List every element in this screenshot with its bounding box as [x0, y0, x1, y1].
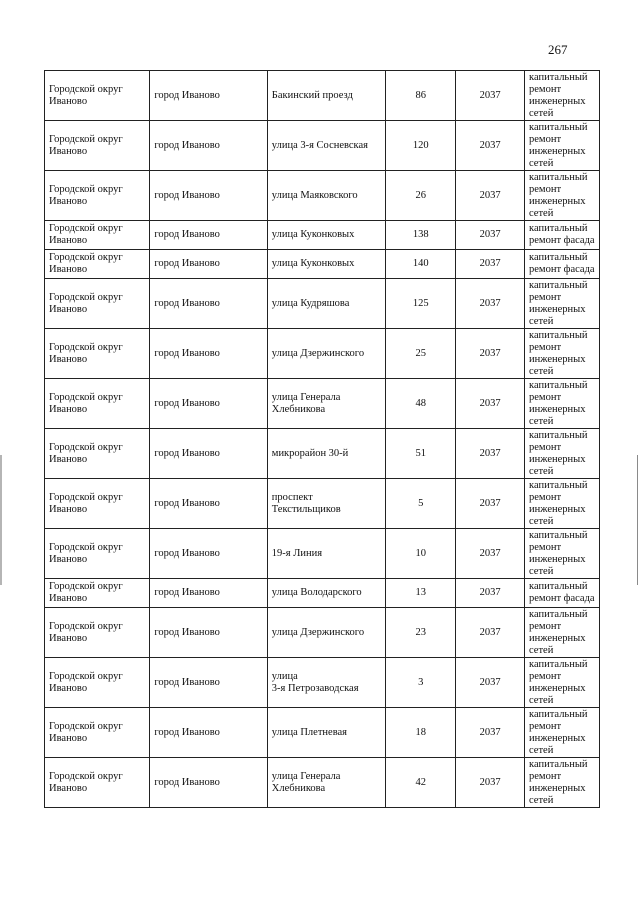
- house-number-text: 25: [415, 347, 426, 359]
- work-type-text: капитальный ремонт инженерных сетей: [529, 708, 588, 756]
- district-cell: [45, 279, 150, 329]
- district-text: Городской округ Иваново: [49, 223, 123, 246]
- year-cell: [456, 121, 525, 171]
- house-number-cell: [386, 579, 456, 608]
- district-text: Городской округ Иваново: [49, 620, 123, 644]
- district-text: Городской округ Иваново: [49, 83, 123, 107]
- street-text: Бакинский проезд: [271, 89, 353, 101]
- work-type-text: капитальный ремонт инженерных сетей: [529, 379, 588, 427]
- table-row: [45, 221, 600, 250]
- street-cell: [267, 479, 385, 529]
- street-text: улица Дзержинского: [271, 626, 365, 638]
- street-text: улица 3-я Петрозаводская: [271, 670, 359, 694]
- table-row: [45, 758, 600, 808]
- district-text: Городской округ Иваново: [49, 491, 123, 515]
- work-type-text: капитальный ремонт фасада: [529, 581, 595, 604]
- city-cell: [150, 658, 267, 708]
- district-text: Городской округ Иваново: [49, 391, 123, 415]
- street-text: улица 3-я Сосневская: [271, 139, 368, 151]
- house-number-text: 138: [412, 229, 429, 240]
- city-text: город Иваново: [154, 776, 220, 788]
- district-cell: [45, 221, 150, 250]
- district-text: Городской округ Иваново: [49, 252, 123, 275]
- year-cell: [456, 658, 525, 708]
- year-cell: [456, 579, 525, 608]
- district-cell: [45, 429, 150, 479]
- house-number-cell: [386, 221, 456, 250]
- table-body: [45, 71, 600, 808]
- year-cell: [456, 329, 525, 379]
- house-number-text: 42: [415, 776, 426, 788]
- house-number-cell: [386, 758, 456, 808]
- work-type-text: капитальный ремонт фасада: [529, 252, 595, 275]
- street-cell: [267, 71, 385, 121]
- table-row: [45, 71, 600, 121]
- street-text: улица Куконковых: [271, 258, 355, 269]
- table-row: [45, 279, 600, 329]
- district-cell: [45, 658, 150, 708]
- street-text: микрорайон 30-й: [271, 447, 349, 459]
- city-text: город Иваново: [154, 726, 220, 738]
- city-text: город Иваново: [154, 347, 220, 359]
- district-cell: [45, 529, 150, 579]
- house-number-text: 18: [415, 726, 426, 738]
- house-number-text: 10: [415, 547, 426, 559]
- table-row: [45, 479, 600, 529]
- district-cell: [45, 758, 150, 808]
- year-text: 2037: [479, 229, 501, 240]
- table-row: [45, 429, 600, 479]
- street-cell: [267, 279, 385, 329]
- year-cell: [456, 379, 525, 429]
- work-type-cell: [525, 329, 600, 379]
- table-row: [45, 579, 600, 608]
- house-number-text: 125: [412, 297, 429, 309]
- year-text: 2037: [479, 776, 501, 788]
- work-type-text: капитальный ремонт инженерных сетей: [529, 279, 588, 327]
- house-number-text: 140: [412, 258, 429, 269]
- house-number-cell: [386, 658, 456, 708]
- house-number-cell: [386, 329, 456, 379]
- work-type-text: капитальный ремонт инженерных сетей: [529, 758, 588, 806]
- city-text: город Иваново: [154, 497, 220, 509]
- street-text: улица Генерала Хлебникова: [271, 770, 341, 794]
- housing-repair-table: [44, 70, 600, 808]
- street-cell: [267, 658, 385, 708]
- work-type-cell: [525, 121, 600, 171]
- scan-edge-mark-right: [637, 455, 638, 585]
- work-type-text: капитальный ремонт инженерных сетей: [529, 429, 588, 477]
- year-text: 2037: [479, 726, 501, 738]
- district-text: Городской округ Иваново: [49, 183, 123, 207]
- street-cell: [267, 221, 385, 250]
- work-type-text: капитальный ремонт инженерных сетей: [529, 608, 588, 656]
- house-number-text: 5: [418, 497, 424, 509]
- work-type-text: капитальный ремонт инженерных сетей: [529, 329, 588, 377]
- work-type-cell: [525, 658, 600, 708]
- house-number-text: 3: [418, 676, 424, 688]
- year-text: 2037: [479, 89, 501, 101]
- work-type-text: капитальный ремонт инженерных сетей: [529, 479, 588, 527]
- work-type-text: капитальный ремонт инженерных сетей: [529, 658, 588, 706]
- street-cell: [267, 708, 385, 758]
- house-number-cell: [386, 708, 456, 758]
- house-number-text: 13: [415, 587, 426, 598]
- city-cell: [150, 479, 267, 529]
- district-text: Городской округ Иваново: [49, 581, 123, 604]
- city-cell: [150, 279, 267, 329]
- city-cell: [150, 579, 267, 608]
- work-type-cell: [525, 171, 600, 221]
- house-number-cell: [386, 250, 456, 279]
- work-type-cell: [525, 708, 600, 758]
- street-text: улица Дзержинского: [271, 347, 365, 359]
- work-type-text: капитальный ремонт инженерных сетей: [529, 71, 588, 119]
- city-text: город Иваново: [154, 447, 220, 459]
- year-text: 2037: [479, 139, 501, 151]
- city-cell: [150, 329, 267, 379]
- table-row: [45, 608, 600, 658]
- district-cell: [45, 479, 150, 529]
- district-cell: [45, 379, 150, 429]
- year-text: 2037: [479, 347, 501, 359]
- work-type-cell: [525, 71, 600, 121]
- year-text: 2037: [479, 587, 501, 598]
- house-number-cell: [386, 429, 456, 479]
- street-cell: [267, 608, 385, 658]
- district-cell: [45, 121, 150, 171]
- city-text: город Иваново: [154, 229, 220, 240]
- street-cell: [267, 758, 385, 808]
- district-cell: [45, 71, 150, 121]
- house-number-text: 48: [415, 397, 426, 409]
- work-type-cell: [525, 608, 600, 658]
- street-text: улица Куконковых: [271, 229, 355, 240]
- year-text: 2037: [479, 547, 501, 559]
- city-text: город Иваново: [154, 547, 220, 559]
- table-row: [45, 658, 600, 708]
- district-cell: [45, 708, 150, 758]
- table-row: [45, 708, 600, 758]
- street-cell: [267, 121, 385, 171]
- district-cell: [45, 329, 150, 379]
- street-cell: [267, 579, 385, 608]
- work-type-text: капитальный ремонт инженерных сетей: [529, 171, 588, 219]
- district-text: Городской округ Иваново: [49, 441, 123, 465]
- year-cell: [456, 279, 525, 329]
- year-text: 2037: [479, 676, 501, 688]
- city-text: город Иваново: [154, 258, 220, 269]
- city-text: город Иваново: [154, 626, 220, 638]
- year-cell: [456, 529, 525, 579]
- table-row: [45, 529, 600, 579]
- district-text: Городской округ Иваново: [49, 770, 123, 794]
- year-cell: [456, 429, 525, 479]
- house-number-text: 51: [415, 447, 426, 459]
- district-text: Городской округ Иваново: [49, 670, 123, 694]
- street-cell: [267, 171, 385, 221]
- house-number-cell: [386, 279, 456, 329]
- house-number-cell: [386, 529, 456, 579]
- year-cell: [456, 708, 525, 758]
- city-cell: [150, 71, 267, 121]
- house-number-cell: [386, 71, 456, 121]
- city-cell: [150, 171, 267, 221]
- city-text: город Иваново: [154, 297, 220, 309]
- street-cell: [267, 429, 385, 479]
- district-cell: [45, 608, 150, 658]
- city-cell: [150, 379, 267, 429]
- work-type-cell: [525, 221, 600, 250]
- house-number-cell: [386, 479, 456, 529]
- work-type-cell: [525, 250, 600, 279]
- house-number-cell: [386, 121, 456, 171]
- street-text: улица Володарского: [271, 587, 362, 598]
- table-row: [45, 379, 600, 429]
- year-text: 2037: [479, 626, 501, 638]
- house-number-cell: [386, 379, 456, 429]
- city-text: город Иваново: [154, 397, 220, 409]
- district-cell: [45, 579, 150, 608]
- district-cell: [45, 171, 150, 221]
- work-type-cell: [525, 529, 600, 579]
- city-cell: [150, 121, 267, 171]
- street-text: улица Кудряшова: [271, 297, 350, 309]
- city-cell: [150, 250, 267, 279]
- work-type-cell: [525, 429, 600, 479]
- work-type-cell: [525, 379, 600, 429]
- house-number-cell: [386, 171, 456, 221]
- city-text: город Иваново: [154, 189, 220, 201]
- year-text: 2037: [479, 497, 501, 509]
- year-cell: [456, 250, 525, 279]
- district-text: Городской округ Иваново: [49, 541, 123, 565]
- work-type-cell: [525, 279, 600, 329]
- year-cell: [456, 758, 525, 808]
- house-number-text: 86: [415, 89, 426, 101]
- street-text: улица Маяковского: [271, 189, 358, 201]
- street-text: улица Генерала Хлебникова: [271, 391, 341, 415]
- street-cell: [267, 379, 385, 429]
- year-text: 2037: [479, 447, 501, 459]
- scan-edge-mark-left: [0, 455, 2, 585]
- street-cell: [267, 250, 385, 279]
- city-text: город Иваново: [154, 89, 220, 101]
- year-text: 2037: [479, 189, 501, 201]
- district-text: Городской округ Иваново: [49, 341, 123, 365]
- district-cell: [45, 250, 150, 279]
- work-type-text: капитальный ремонт инженерных сетей: [529, 529, 588, 577]
- street-text: улица Плетневая: [271, 726, 348, 738]
- city-cell: [150, 608, 267, 658]
- table-row: [45, 250, 600, 279]
- work-type-cell: [525, 579, 600, 608]
- city-text: город Иваново: [154, 676, 220, 688]
- year-cell: [456, 608, 525, 658]
- table-row: [45, 171, 600, 221]
- work-type-text: капитальный ремонт инженерных сетей: [529, 121, 588, 169]
- house-number-text: 23: [415, 626, 426, 638]
- district-text: Городской округ Иваново: [49, 133, 123, 157]
- work-type-cell: [525, 758, 600, 808]
- year-cell: [456, 171, 525, 221]
- street-text: проспект Текстильщиков: [271, 491, 341, 515]
- street-text: 19-я Линия: [271, 547, 323, 559]
- table-row: [45, 121, 600, 171]
- year-text: 2037: [479, 297, 501, 309]
- page-number: 267: [548, 42, 568, 57]
- house-number-text: 120: [412, 139, 429, 151]
- work-type-text: капитальный ремонт фасада: [529, 223, 595, 246]
- table-row: [45, 329, 600, 379]
- street-cell: [267, 329, 385, 379]
- district-text: Городской округ Иваново: [49, 720, 123, 744]
- city-cell: [150, 429, 267, 479]
- city-text: город Иваново: [154, 139, 220, 151]
- house-number-cell: [386, 608, 456, 658]
- year-text: 2037: [479, 258, 501, 269]
- city-text: город Иваново: [154, 587, 220, 598]
- street-cell: [267, 529, 385, 579]
- year-cell: [456, 479, 525, 529]
- work-type-cell: [525, 479, 600, 529]
- year-text: 2037: [479, 397, 501, 409]
- city-cell: [150, 708, 267, 758]
- city-cell: [150, 221, 267, 250]
- house-number-text: 26: [415, 189, 426, 201]
- city-cell: [150, 758, 267, 808]
- year-cell: [456, 71, 525, 121]
- city-cell: [150, 529, 267, 579]
- district-text: Городской округ Иваново: [49, 291, 123, 315]
- year-cell: [456, 221, 525, 250]
